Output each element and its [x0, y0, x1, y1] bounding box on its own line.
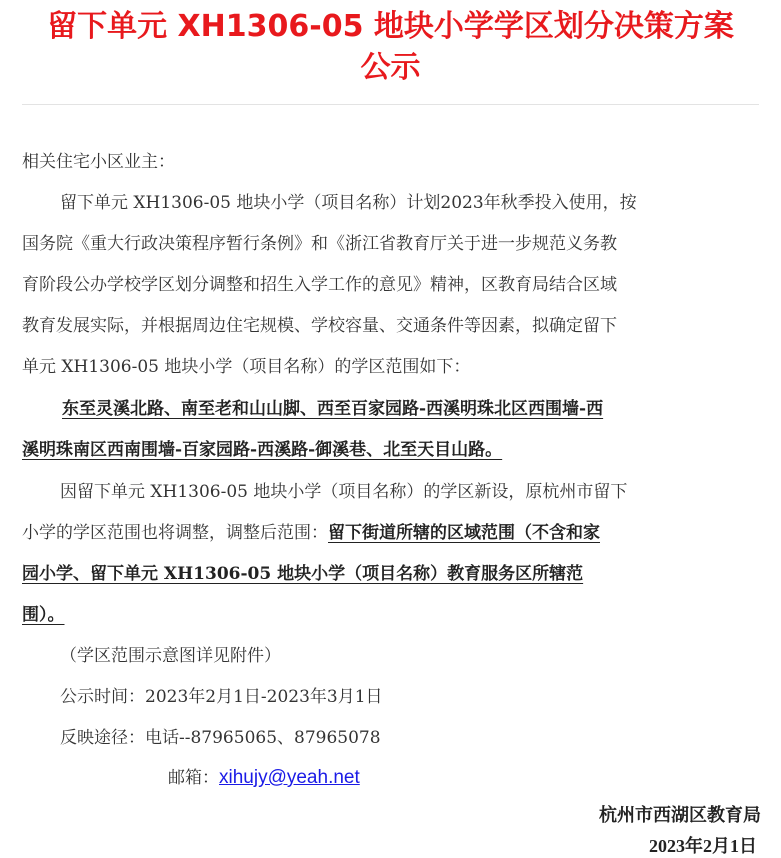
- paragraph-1-line: 留下单元 XH1306-05 地块小学（项目名称）计划2023年秋季投入使用，按: [60, 193, 637, 213]
- paragraph-1-line: 单元 XH1306-05 地块小学（项目名称）的学区范围如下：: [22, 357, 471, 377]
- signature-date: 2023年2月1日: [649, 836, 757, 856]
- paragraph-1-line: 育阶段公办学校学区划分调整和招生入学工作的意见》精神，区教育局结合区域: [22, 275, 617, 295]
- period-row: [60, 685, 383, 709]
- page-title: [0, 6, 781, 88]
- paragraph-2-line: 因留下单元 XH1306-05 地块小学（项目名称）的学区新设，原杭州市留下: [60, 482, 628, 502]
- feedback-label: 反映途径：: [60, 728, 145, 748]
- feedback-phone: 电话--87965065、87965078: [145, 728, 381, 748]
- paragraph-2-line: [22, 521, 600, 545]
- greeting: 相关住宅小区业主：: [22, 152, 175, 172]
- title-line-2: 公示: [360, 50, 421, 85]
- paragraph-1-line: 教育发展实际，并根据周边住宅规模、学校容量、交通条件等因素，拟确定留下: [22, 316, 617, 336]
- signature-org: 杭州市西湖区教育局: [599, 805, 761, 825]
- email-label: 邮箱：: [168, 768, 219, 788]
- adjusted-range-line: 园小学、留下单元 XH1306-05 地块小学（项目名称）教育服务区所辖范: [22, 564, 584, 584]
- email-row: [168, 766, 360, 790]
- attachment-note: （学区范围示意图详见附件）: [60, 646, 281, 666]
- paragraph-2-plain: 小学的学区范围也将调整，调整后范围：: [22, 523, 328, 543]
- feedback-row: [60, 726, 381, 750]
- period-label: 公示时间：: [60, 687, 145, 707]
- paragraph-1-line: 国务院《重大行政决策程序暂行条例》和《浙江省教育厅关于进一步规范义务教: [22, 234, 617, 254]
- title-line-1: 留下单元 XH1306-05 地块小学学区划分决策方案: [47, 9, 734, 44]
- school-boundary-line: 东至灵溪北路、南至老和山山脚、西至百家园路-西溪明珠北区西围墙-西: [62, 399, 604, 419]
- email-link[interactable]: xihujy@yeah.net: [219, 767, 360, 788]
- title-divider: [22, 104, 759, 105]
- adjusted-range-text: 留下街道所辖的区域范围（不含和家: [328, 523, 600, 543]
- adjusted-range-line: 围）。: [22, 605, 65, 625]
- period-value: 2023年2月1日-2023年3月1日: [145, 687, 383, 707]
- school-boundary-line: 溪明珠南区西南围墙-百家园路-西溪路-御溪巷、北至天目山路。: [22, 440, 503, 460]
